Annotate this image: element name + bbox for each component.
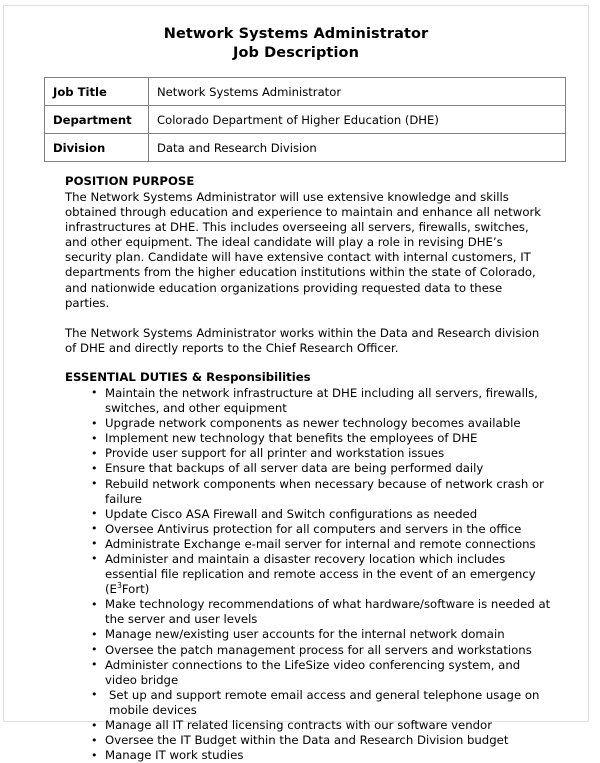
list-item: • Ensure that backups of all server data are being performed daily: [91, 461, 554, 476]
position-purpose-heading: POSITION PURPOSE: [65, 174, 195, 188]
list-item: • Update Cisco ASA Firewall and Switch configurations as needed: [91, 507, 554, 522]
table-cell-label: Job Title: [45, 78, 149, 106]
list-item: • Oversee Antivirus protection for all computers and servers in the office: [91, 522, 554, 537]
list-item: • Make technology recommendations of what hardware/software is needed at the server and user levels: [91, 597, 554, 627]
page-title: [4, 25, 588, 63]
list-item: • Administer and maintain a disaster recovery location which includes essential file replication and remote access in the event of an emergency $(E^3Fort)$: [91, 552, 554, 597]
list-item: • Upgrade network components as newer technology becomes available: [91, 416, 554, 431]
list-item: • Provide user support for all printer and workstation issues: [91, 446, 554, 461]
list-item: • Manage new/existing user accounts for the internal network domain: [91, 627, 554, 642]
list-item: • Manage all IT related licensing contracts with our software vendor: [91, 718, 554, 733]
list-item: • Oversee the IT Budget within the Data and Research Division budget: [91, 733, 554, 748]
page-title-line-1: Network Systems Administrator: [163, 26, 429, 42]
essential-duties-heading: ESSENTIAL DUTIES & Responsibilities: [65, 369, 311, 384]
document-body: [4, 25, 588, 763]
table-row: [45, 78, 566, 106]
list-item: • Set up and support remote email access and general telephone usage on mobile devices: [91, 688, 554, 718]
table-cell-label: Department: [45, 106, 149, 134]
list-item: • Implement new technology that benefits the employees of DHE: [91, 431, 554, 446]
essential-duties-list: [4, 386, 588, 763]
list-item: • Maintain the network infrastructure at DHE including all servers, firewalls, switches, and other equipment: [91, 386, 554, 416]
list-item: • Administer connections to the LifeSize video conferencing system, and video bridge: [91, 658, 554, 688]
position-purpose-section: [4, 174, 588, 356]
list-item: • Administrate Exchange e-mail server for internal and remote connections: [91, 537, 554, 552]
position-purpose-paragraph-2: The Network Systems Administrator works within the Data and Research division of DHE and directly reports to the Chief Research Officer.: [65, 325, 540, 355]
document-page: [3, 5, 589, 763]
position-purpose-paragraph-1: The Network Systems Administrator will use extensive knowledge and skills obtained through education and experience to maintain and enhance all network infrastructures at DHE. This includes overseeing all servers, firewalls, switches, and other equipment. The ideal candidate will play a role in revising DHE’s security plan. Candidate will have extensive contact with internal customers, IT departments from the higher education institutions within the state of Colorado, and nationwide education organizations providing requested data to these parties.: [65, 190, 542, 310]
list-item: • Manage IT work studies: [91, 748, 554, 763]
page-title-line-2: Job Description: [232, 45, 360, 61]
list-item: • Rebuild network components when necessary because of network crash or failure: [91, 477, 554, 507]
job-info-table-body: [45, 78, 566, 162]
table-cell-value: Data and Research Division: [149, 134, 566, 162]
table-row: [45, 106, 566, 134]
table-row: [45, 134, 566, 162]
table-cell-value: Colorado Department of Higher Education (DHE): [149, 106, 566, 134]
list-item: • Oversee the patch management process for all servers and workstations: [91, 643, 554, 658]
job-info-table: [44, 77, 566, 162]
table-cell-value: Network Systems Administrator: [149, 78, 566, 106]
table-cell-label: Division: [45, 134, 149, 162]
